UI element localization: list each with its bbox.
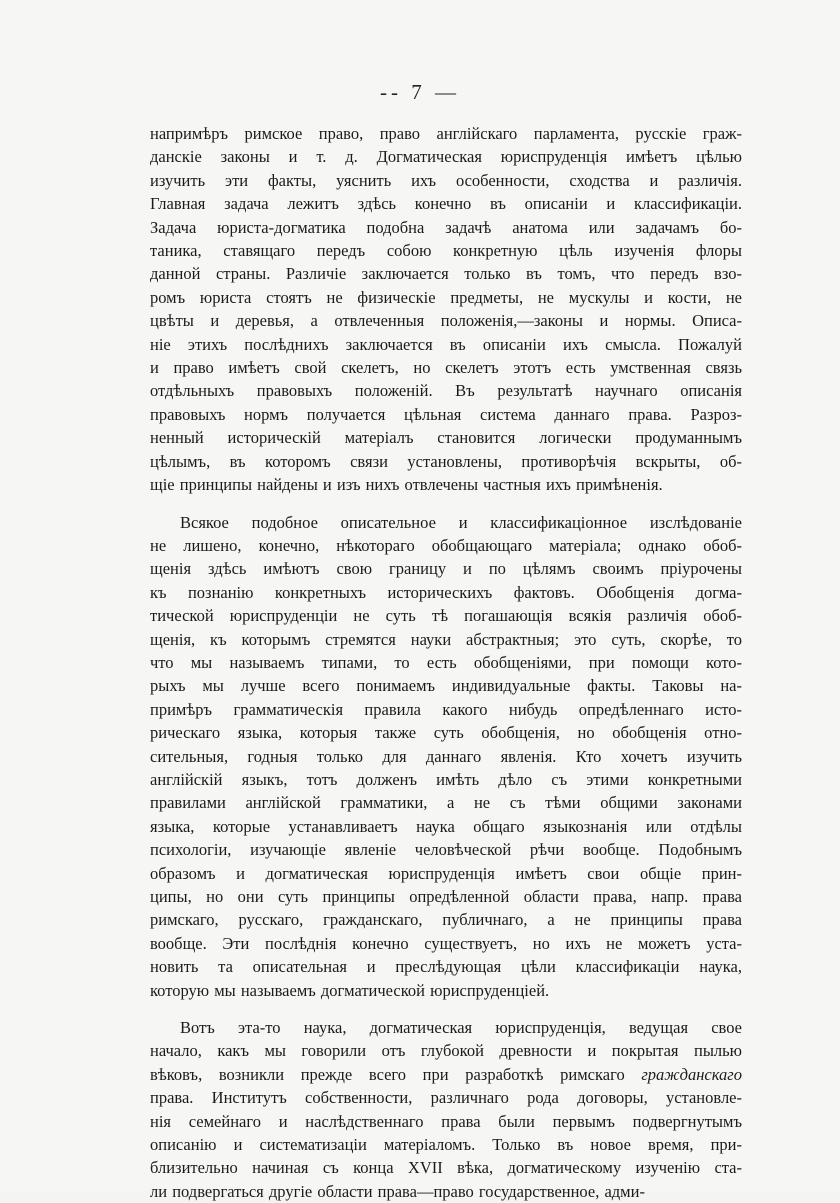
text-line: щенія здѣсь имѣютъ свою границу и по цѣлямъ своимъ пріурочены [150, 559, 742, 579]
document-body [150, 122, 742, 1203]
text-line: изучить эти факты, уяснить ихъ особенности, сходства и различія. [150, 170, 742, 190]
text-line: данной страны. Различіе заключается только въ томъ, что передъ взо- [150, 264, 742, 284]
text-line: примѣръ грамматическія правила какого нибудь опредѣленнаго исто- [150, 699, 742, 719]
text-line: рыхъ мы лучше всего понимаемъ индивидуальные факты. Таковы на- [150, 676, 742, 696]
text-line: нія семейнаго и наслѣдственнаго права были первымъ подвергнутымъ [150, 1111, 742, 1131]
paragraph-2 [150, 511, 742, 1003]
text-line: ніе этихъ послѣднихъ заключается въ описаніи ихъ смысла. Пожалуй [150, 334, 742, 354]
text-line: ромъ юриста стоятъ не физическіе предметы, не мускулы и кости, не [150, 287, 742, 307]
text-line: образомъ и догматическая юриспруденція имѣетъ свои общіе прин- [150, 863, 742, 883]
text-line: близительно начиная съ конца XVII вѣка, догматическому изученію ста- [150, 1158, 742, 1178]
text-line: отдѣльныхъ правовыхъ положеній. Въ результатѣ научнаго описанія [150, 381, 742, 401]
text-line: щіе принципы найдены и изъ нихъ отвлечены частныя ихъ примѣненія. [150, 475, 663, 495]
text-line: къ познанію конкретныхъ историческихъ фактовъ. Обобщенія догма- [150, 582, 742, 602]
text-line: напримѣръ римское право, право англійскаго парламента, русскіе граж- [150, 124, 742, 143]
text-line: психологіи, изучающіе явленіе человѣческой рѣчи вообще. Подобнымъ [150, 840, 742, 860]
text-line: что мы называемъ типами, то есть обобщеніями, при помощи кото- [150, 652, 742, 672]
text-line: начало, какъ мы говорили отъ глубокой древности и покрытая пылью [150, 1041, 742, 1061]
text-line: ненный историческій матеріалъ становится логически продуманнымъ [150, 428, 742, 448]
page-number: -- 7 — [380, 80, 460, 104]
paragraph-1 [150, 122, 742, 497]
text-line: сительныя, годныя только для даннаго явленія. Кто хочетъ изучить [150, 746, 742, 766]
text-line: Всякое подобное описательное и классификаціонное изслѣдованіе [180, 512, 742, 532]
text-line: права. Институтъ собственности, различнаго рода договоры, установле- [150, 1088, 742, 1108]
text-line: и право имѣетъ свой скелетъ, но скелетъ этотъ есть умственная связь [150, 358, 742, 378]
text-line: правилами англійской грамматики, а не съ тѣми общими законами [150, 793, 742, 813]
text-line: Вотъ эта-то наука, догматическая юриспруденція, ведущая свое [180, 1018, 742, 1038]
text-line: цѣлымъ, въ которомъ связи установлены, противорѣчія вскрыты, об- [150, 451, 742, 471]
text-line: щенія, къ которымъ стремятся науки абстрактныя; это суть, скорѣе, то [150, 629, 742, 649]
text-line: цвѣты и деревья, а отвлеченныя положенія,—законы и нормы. Описа- [150, 311, 742, 331]
text-line: ципы, но они суть принципы опредѣленной области права, напр. права [150, 887, 742, 906]
text-line: Задача юриста-догматика подобна задачѣ анатома или задачамъ бо- [150, 217, 742, 237]
text-line: не лишено, конечно, нѣкотораго обобщающаго матеріала; однако обоб- [150, 535, 742, 555]
text-line: вѣковъ, возникли прежде всего при разработкѣ римскаго гражданскаго [150, 1064, 742, 1084]
text-line: языка, которые устанавливаетъ наука общаго языкознанія или отдѣлы [150, 816, 742, 836]
text-line: таника, ставящаго передъ собою конкретную цѣль изученія флоры [150, 241, 742, 261]
text-line: ли подвергаться другіе области права—право государственное, адми- [150, 1181, 645, 1201]
text-line: римскаго, русскаго, гражданскаго, публичнаго, а не принципы права [150, 910, 742, 930]
text-line: новить та описательная и преслѣдующая цѣли классификаціи наука, [150, 957, 742, 977]
text-line: правовыхъ нормъ получается цѣльная система даннаго права. Разроз- [150, 404, 742, 424]
text-line: которую мы называемъ догматической юриспруденціей. [150, 980, 550, 1000]
text-line: описанію и систематизаціи матеріаломъ. Только въ новое время, при- [150, 1135, 742, 1155]
text-line: вообще. Эти послѣднія конечно существуетъ, но ихъ не можетъ уста- [150, 933, 742, 953]
text-line: рическаго языка, которыя также суть обобщенія, но обобщенія отно- [150, 723, 742, 743]
text-line: англійскій языкъ, тотъ долженъ имѣть дѣло съ этими конкретными [150, 769, 742, 789]
italic-word: гражданскаго [641, 1064, 742, 1084]
text-line: данскіе законы и т. д. Догматическая юриспруденція имѣетъ цѣлью [150, 147, 742, 167]
text-line: тической юриспруденціи не суть тѣ погашающія всякія различія обоб- [150, 606, 742, 626]
text-line: Главная задача лежитъ здѣсь конечно въ описаніи и классификаціи. [150, 194, 742, 214]
paragraph-3 [150, 1016, 742, 1203]
